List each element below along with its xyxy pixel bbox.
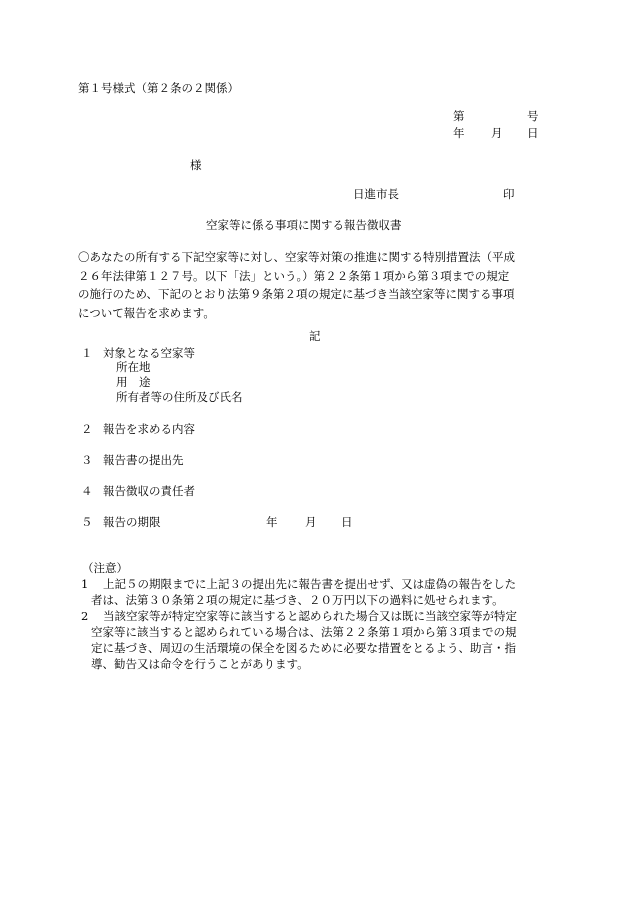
- item1-sub-location: 所在地: [116, 360, 151, 374]
- item5-number: ５: [81, 515, 93, 529]
- body-line-1: 〇あなたの所有する下記空家等に対し、空家等対策の推進に関する特別措置法（平成: [78, 250, 515, 264]
- item5-day: 日: [341, 515, 353, 529]
- date-year: 年: [453, 126, 465, 140]
- note1-number: 1: [81, 577, 89, 591]
- item2-number: ２: [81, 422, 93, 436]
- item1-label: 対象となる空家等: [103, 346, 195, 360]
- note2-line2: 空家等に該当すると認められている場合は、法第２２条第１項から第３項までの規: [91, 625, 517, 639]
- form-label: 第１号様式（第２条の２関係）: [78, 81, 239, 95]
- notes-heading: （注意）: [82, 561, 128, 575]
- item3-label: 報告書の提出先: [103, 453, 184, 467]
- body-line-3: の施行のため、下記のとおり法第９条第２項の規定に基づき当該空家等に関する事項: [78, 287, 515, 301]
- item4-number: ４: [81, 484, 93, 498]
- document-number-prefix: 第: [453, 109, 465, 123]
- body-line-4: について報告を求めます。: [78, 305, 215, 320]
- body-line-2: ２６年法律第１２７号。以下「法」という。）第２２条第１項から第３項までの規定: [78, 268, 510, 283]
- item5-label: 報告の期限: [103, 515, 161, 529]
- item5-year: 年: [266, 515, 278, 529]
- addressee-honorific: 様: [190, 158, 202, 172]
- issuer-seal: 印: [503, 187, 515, 201]
- note2-line1: 当該空家等が特定空家等に該当すると認められた場合又は既に当該空家等が特定: [103, 609, 517, 623]
- date-month: 月: [491, 126, 503, 140]
- document-number-suffix: 号: [527, 109, 539, 123]
- document-title: 空家等に係る事項に関する報告徴収書: [206, 218, 402, 232]
- item3-number: ３: [81, 453, 93, 467]
- issuer-title: 日進市長: [353, 187, 399, 201]
- item1-number: １: [81, 346, 93, 360]
- note1-line2: 者は、法第３０条第２項の規定に基づき、２０万円以下の過料に処せられます。: [91, 593, 504, 607]
- item5-month: 月: [305, 515, 317, 529]
- date-day: 日: [527, 126, 539, 140]
- note2-line3: 定に基づき、周辺の生活環境の保全を図るために必要な措置をとるよう、助言・指: [91, 641, 517, 655]
- note2-number: 2: [81, 609, 89, 623]
- note1-line1: 上記５の期限までに上記３の提出先に報告書を提出せず、又は虚偽の報告をした: [103, 577, 517, 591]
- body-paragraph: [78, 252, 515, 326]
- item2-label: 報告を求める内容: [103, 422, 195, 436]
- item1-sub-owner: 所有者等の住所及び氏名: [116, 390, 243, 404]
- item4-label: 報告徴収の責任者: [103, 484, 195, 498]
- note2-line4: 導、勧告又は命令を行うことがあります。: [91, 657, 309, 671]
- item1-sub-use: 用 途: [116, 375, 151, 389]
- ki-heading: 記: [309, 329, 321, 343]
